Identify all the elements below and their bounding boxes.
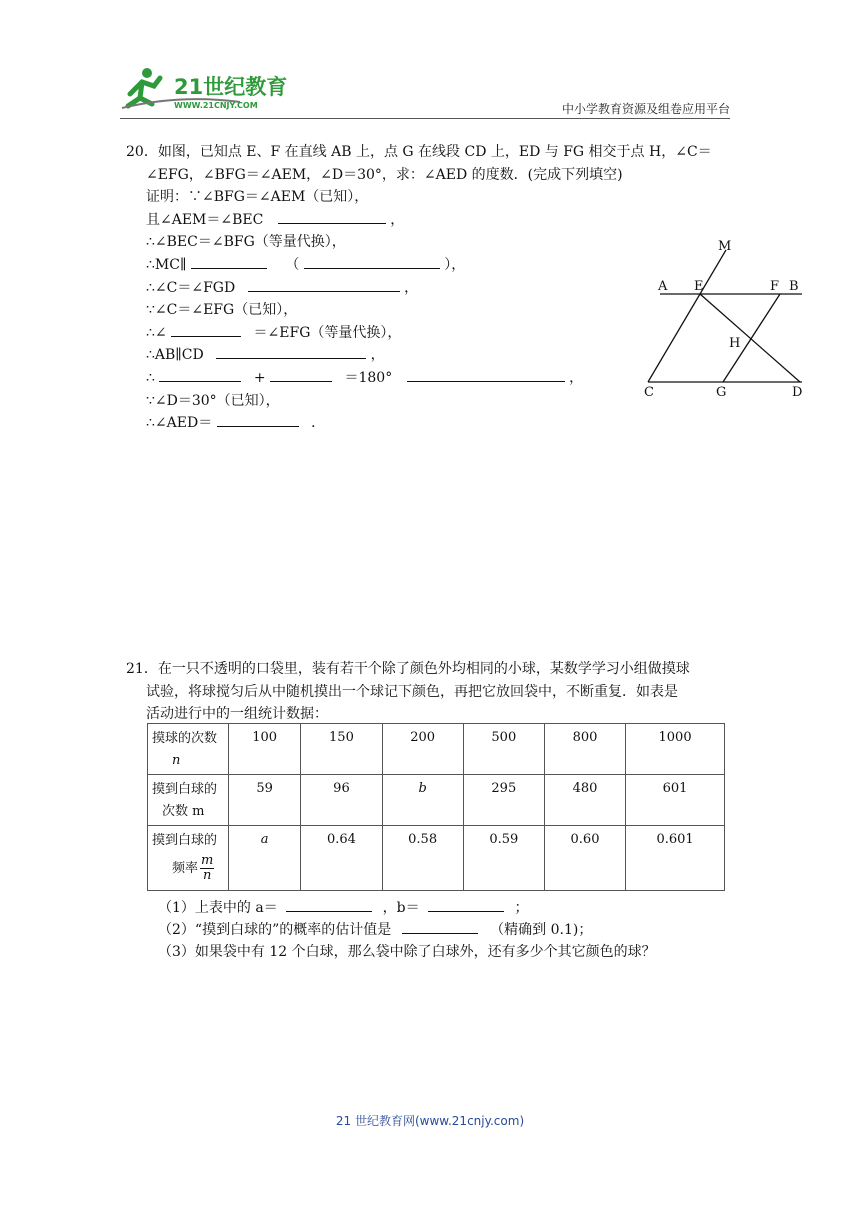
logo xyxy=(120,64,295,114)
table-cell: 96 xyxy=(301,775,382,826)
table-cell: 295 xyxy=(463,775,544,826)
table-cell: 0.58 xyxy=(382,826,463,891)
answer-blank-6[interactable] xyxy=(216,344,366,359)
header-divider xyxy=(120,118,730,119)
table-cell: 0.60 xyxy=(544,826,625,891)
table-cell: 1000 xyxy=(626,724,725,775)
table-cell: 500 xyxy=(463,724,544,775)
label-f: F xyxy=(770,279,780,294)
label-h: H xyxy=(729,336,741,351)
table-row xyxy=(148,724,725,775)
q20-period: ． xyxy=(311,415,326,432)
table-cell: 0.601 xyxy=(626,826,725,891)
geometry-figure xyxy=(636,232,816,402)
q20-line-3: 证明：∵∠BFG＝∠AEM（已知）， xyxy=(146,189,369,206)
q20-comma: ， xyxy=(370,347,385,364)
answer-blank-1[interactable] xyxy=(278,209,386,224)
label-d: D xyxy=(792,385,803,400)
fraction-m-over-n: $\frac{m}{n}$ xyxy=(201,853,214,883)
q20-line-12: ∵∠D＝30°（已知）， xyxy=(146,392,280,409)
q20-plus: + xyxy=(253,369,266,386)
table-cell: 150 xyxy=(301,724,382,775)
q20-line-7-text: ∴∠C＝∠FGD xyxy=(146,279,236,296)
answer-blank-a[interactable] xyxy=(286,897,372,912)
table-cell: 0.64 xyxy=(301,826,382,891)
table-cell: 800 xyxy=(544,724,625,775)
q20-paren-close: ）， xyxy=(444,256,466,273)
q20-line-1: 20．如图，已知点 E、F 在直线 AB 上，点 G 在线段 CD 上，ED 与 FG 相交于点 H，∠C＝ xyxy=(126,144,712,160)
logo-text: 21世纪教育 xyxy=(174,75,288,99)
q20-line-10-text: ∴AB∥CD xyxy=(146,347,204,364)
q21-sub-2: （2）“摸到白球的”的概率的估计值是 （精确到 0.1)； xyxy=(158,919,592,941)
q20-paren-open: （ xyxy=(285,256,300,273)
q20-line-13-text: ∴∠AED＝ xyxy=(146,415,213,432)
label-g: G xyxy=(716,385,727,400)
q20-line-6-text: ∴MC∥ xyxy=(146,256,187,273)
q21-sub-1: （1）上表中的 a＝ ，b＝ ； xyxy=(158,897,529,919)
row-header-trials: 摸球的次数 n xyxy=(148,724,229,775)
q20-sum: ＝180° xyxy=(344,369,393,386)
q20-line-5: ∴∠BEC＝∠BFG（等量代换）， xyxy=(146,234,346,251)
answer-blank-b[interactable] xyxy=(428,897,504,912)
q20-line-2: ∠EFG，∠BFG＝∠AEM，∠D＝30°，求：∠AED 的度数．(完成下列填空) xyxy=(146,166,623,183)
segment-ed xyxy=(700,294,800,382)
q20-line-9-text: ∴∠ xyxy=(146,324,167,341)
q20-comma: ， xyxy=(569,369,584,386)
q20-line-9-tail: ＝∠EFG（等量代换）， xyxy=(253,324,402,341)
answer-blank-2[interactable] xyxy=(191,254,267,269)
label-e: E xyxy=(694,279,704,294)
answer-blank-10[interactable] xyxy=(217,412,299,427)
question-21 xyxy=(126,658,736,726)
label-m: M xyxy=(718,239,732,254)
table-cell: 200 xyxy=(382,724,463,775)
q20-comma: ， xyxy=(390,211,405,228)
table-row xyxy=(148,826,725,891)
page-footer: 21 世纪教育网(www.21cnjy.com) xyxy=(335,1114,525,1128)
answer-blank-5[interactable] xyxy=(171,322,241,337)
answer-blank-9[interactable] xyxy=(407,367,565,382)
table-cell: 100 xyxy=(229,724,301,775)
statistics-table xyxy=(147,723,725,891)
answer-blank-probability[interactable] xyxy=(402,919,478,934)
table-cell: b xyxy=(382,775,463,826)
q21-line-3: 活动进行中的一组统计数据： xyxy=(146,706,328,723)
line-cm xyxy=(648,250,726,382)
answer-blank-3[interactable] xyxy=(304,254,440,269)
q21-sub-3: （3）如果袋中有 12 个白球，那么袋中除了白球外，还有多少个其它颜色的球？ xyxy=(158,944,656,960)
answer-blank-8[interactable] xyxy=(270,367,332,382)
label-b: B xyxy=(789,279,799,294)
logo-url: WWW.21CNJY.COM xyxy=(174,101,258,110)
answer-blank-4[interactable] xyxy=(248,277,400,292)
label-a: A xyxy=(658,279,668,294)
row-header-white-frequency: 摸到白球的 频率 $\frac{m}{n}$ xyxy=(148,826,229,891)
page-header xyxy=(120,64,730,124)
table-cell: 601 xyxy=(626,775,725,826)
q20-line-4-text: 且∠AEM＝∠BEC xyxy=(146,211,264,228)
q20-line-8: ∵∠C＝∠EFG（已知）， xyxy=(146,302,298,319)
answer-blank-7[interactable] xyxy=(159,367,241,382)
q20-line-11-text: ∴ xyxy=(146,369,155,386)
q20-line-4 xyxy=(126,209,736,232)
q21-line-2: 试验，将球搅匀后从中随机摸出一个球记下颜色，再把它放回袋中，不断重复．如表是 xyxy=(146,683,678,700)
table-cell: 0.59 xyxy=(463,826,544,891)
table-cell: 480 xyxy=(544,775,625,826)
table-row xyxy=(148,775,725,826)
label-c: C xyxy=(644,385,654,400)
q20-comma: ， xyxy=(404,279,419,296)
q20-line-13 xyxy=(126,412,736,435)
table-cell: a xyxy=(229,826,301,891)
row-header-white-count: 摸到白球的 次数 m xyxy=(148,775,229,826)
platform-name: 中小学教育资源及组卷应用平台 xyxy=(561,102,730,116)
q21-line-1: 21．在一只不透明的口袋里，装有若干个除了颜色外均相同的小球，某数学学习小组做摸球 xyxy=(126,661,690,677)
table-cell: 59 xyxy=(229,775,301,826)
